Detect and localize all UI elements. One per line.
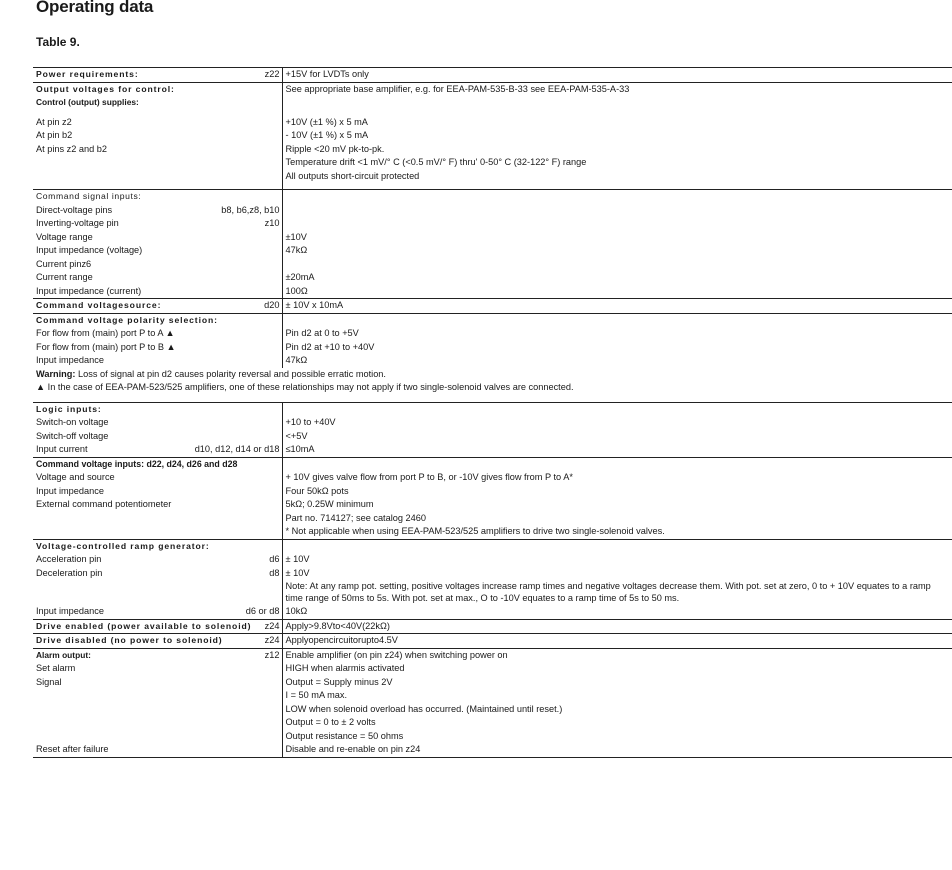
row-value: Disable and re-enable on pin z24 [282,743,952,757]
table-row [33,244,952,258]
row-value [282,539,952,553]
row-label-cell [33,204,282,218]
row-label-cell [33,271,282,285]
table-row [33,204,952,218]
row-label-cell [33,68,282,83]
row-value: +10 to +40V [285,417,336,427]
row-value [282,190,952,204]
row-value: Applyopencircuitorupto4.5V [282,634,952,649]
row-label-cell [33,430,282,444]
row-value [282,402,952,416]
row-label-cell [33,703,282,717]
row-value: 10kΩ [285,606,308,616]
table-row [33,285,952,299]
row-value: HIGH when alarmis activated [285,663,405,673]
row-value [282,217,952,231]
row-pin: d10, d12, d14 or d18 [194,444,280,454]
table-row [33,129,952,143]
row-label: Voltage range [36,231,93,242]
table-row [33,170,952,184]
row-value: +15V for LVDTs only [282,68,952,83]
row-pin: z12 [264,649,280,660]
row-pin: b8, b6,z8, b10 [221,204,280,215]
row-value: Pin d2 at +10 to +40V [285,341,375,352]
row-label-cell [33,580,282,605]
table-row [33,512,952,526]
row-label: External command potentiometer [36,499,172,509]
row-label: Command voltagesource: [36,300,162,310]
row-label-cell [33,285,282,299]
table-title: Table 9. [36,35,80,49]
row-label-cell [33,498,282,512]
row-label-cell [33,648,282,662]
table-row [33,299,952,314]
row-label-cell [33,689,282,703]
table-row [33,190,952,204]
row-label: Input impedance (current) [36,285,142,296]
row-value: + 10V gives valve flow from port P to B, or -10V gives flow from P to A* [285,472,573,482]
table-row [33,619,952,634]
row-value: All outputs short-circuit protected [285,170,420,181]
warning-text: Loss of signal at pin d2 causes polarity reversal and possible erratic motion. [78,368,386,379]
warning-label: Warning: [36,368,76,379]
row-label-cell [33,662,282,676]
row-pin: z22 [264,69,280,79]
row-value: ± 10V [285,567,310,578]
table-row [33,402,952,416]
row-label-cell [33,170,282,184]
row-label-cell [33,619,282,634]
row-label: Direct-voltage pins [36,204,113,215]
table-row [33,580,952,605]
row-value: 100Ω [285,285,308,296]
table-row [33,82,952,96]
table-row [33,258,952,272]
row-value: 47kΩ [285,355,308,365]
table-row [33,567,952,581]
row-label-cell [33,539,282,553]
row-label: Voltage-controlled ramp generator: [36,540,210,551]
row-label-cell [33,217,282,231]
row-label-cell [33,485,282,499]
row-label-cell [33,525,282,539]
row-label-cell [33,354,282,368]
row-label-cell [33,129,282,143]
row-label: At pin z2 [36,116,72,127]
table-row [33,231,952,245]
row-label: Current range [36,272,93,282]
row-label-cell [33,116,282,130]
row-label-cell [33,567,282,581]
row-value: Four 50kΩ pots [285,485,349,496]
row-value: See appropriate base amplifier, e.g. for EEA-PAM-535-B-33 see EEA-PAM-535-A-33 [282,82,952,96]
page-title: Operating data [36,0,154,16]
row-label-cell [33,244,282,258]
row-pin: d20 [264,300,280,310]
row-value: Note: At any ramp pot. setting, positive voltages increase ramp times and negative voltages decrease them. With pot. set at zero, 0 to + 10V equates to a ramp time range of 50ms to 5s. With pot. set at max., O to -10V equates to a ramp time of 5s to 50 ms. [285,581,931,603]
row-label: Switch-off voltage [36,430,109,441]
row-value: +10V (±1 %) x 5 mA [285,116,368,127]
table-row [33,443,952,457]
row-value: 47kΩ [285,245,308,255]
row-label-cell [33,143,282,157]
row-value [282,457,952,471]
row-value: ± 10V x 10mA [282,299,952,314]
row-value: - 10V (±1 %) x 5 mA [285,130,369,140]
row-label-cell [33,443,282,457]
row-label-cell [33,605,282,619]
row-value: Ripple <20 mV pk-to-pk. [285,143,385,154]
row-label: Logic inputs: [36,403,102,414]
row-label: Input impedance [36,606,104,616]
table-row [33,327,952,341]
row-value: Output = 0 to ± 2 volts [285,717,376,727]
table-row [33,341,952,355]
warning-note: ▲ In the case of EEA-PAM-523/525 amplifiers, one of these relationships may not apply if two single-solenoid valves are connected. [36,382,574,392]
row-label: Input impedance [36,355,104,365]
row-pin: d6 or d8 [245,606,280,616]
row-label-cell [33,231,282,245]
row-value [282,96,952,110]
table-row [33,156,952,170]
row-label-cell [33,258,282,272]
row-pin: z24 [264,620,280,631]
warning-row [33,368,952,382]
row-label: Acceleration pin [36,554,102,564]
table-row [33,743,952,757]
row-label: Drive enabled (power available to solenoid) [36,620,252,631]
row-label-cell [33,416,282,430]
row-label: For flow from (main) port P to B ▲ [36,341,176,352]
table-row [33,271,952,285]
row-label-cell [33,512,282,526]
table-row [33,116,952,130]
row-value: Pin d2 at 0 to +5V [285,328,359,338]
table-row [33,634,952,649]
row-label-cell [33,457,282,471]
row-label: At pin b2 [36,130,73,140]
row-label: Set alarm [36,663,76,673]
row-value: I = 50 mA max. [285,690,348,700]
table-row [33,730,952,744]
table-row [33,457,952,471]
row-label: Power requirements: [36,69,139,79]
table-row [33,525,952,539]
row-value: <+5V [285,430,308,441]
row-value: Output resistance = 50 ohms [285,730,404,741]
row-label-cell [33,82,282,96]
row-label-cell [33,553,282,567]
row-pin: d6 [269,554,280,564]
table-row [33,416,952,430]
row-label-cell [33,299,282,314]
row-pin: z10 [264,218,280,228]
row-label: Voltage and source [36,472,115,482]
table-row [33,539,952,553]
table-row [33,313,952,327]
row-label-cell [33,327,282,341]
row-label-cell [33,156,282,170]
table-row [33,143,952,157]
table-row [33,716,952,730]
row-value [282,258,952,272]
row-label-cell [33,471,282,485]
row-label-cell [33,341,282,355]
row-label: Deceleration pin [36,567,103,578]
row-label: Command voltage polarity selection: [36,314,218,325]
row-value: Output = Supply minus 2V [285,676,393,687]
table-row [33,430,952,444]
row-label: Input impedance [36,485,104,496]
row-label: Current pinz6 [36,258,92,269]
row-value: Temperature drift <1 mV/° C (<0.5 mV/° F) thru' 0-50° C (32-122° F) range [285,157,587,167]
row-label-cell [33,313,282,327]
table-row [33,471,952,485]
row-value: LOW when solenoid overload has occurred. (Maintained until reset.) [285,703,563,714]
row-label-cell [33,634,282,649]
table-row [33,354,952,368]
table-row [33,662,952,676]
table-row [33,676,952,690]
row-label: Input current [36,444,88,454]
row-label: At pins z2 and b2 [36,143,107,154]
table-row [33,68,952,83]
row-label: Control (output) supplies: [36,97,139,107]
row-label-cell [33,716,282,730]
table-row [33,217,952,231]
table-row [33,648,952,662]
row-value: Part no. 714127; see catalog 2460 [285,512,426,523]
row-label-cell [33,96,282,110]
row-pin: d8 [269,567,280,578]
table-row [33,689,952,703]
row-value: * Not applicable when using EEA-PAM-523/525 amplifiers to drive two single-solenoid valves. [285,526,665,536]
row-label: For flow from (main) port P to A ▲ [36,328,175,338]
row-label: Command voltage inputs: d22, d24, d26 and d28 [36,458,238,469]
warning-note-row [33,381,952,402]
row-label: Command signal inputs: [36,191,142,201]
row-value: 5kΩ; 0.25W minimum [285,499,374,509]
row-label-cell [33,190,282,204]
row-label: Drive disabled (no power to solenoid) [36,635,223,645]
table-row [33,485,952,499]
row-label: Output voltages for control: [36,83,175,94]
row-value: Enable amplifier (on pin z24) when switching power on [282,648,952,662]
row-label-cell [33,730,282,744]
row-value: ±20mA [285,272,315,282]
row-label: Alarm output: [36,649,91,660]
row-label: Reset after failure [36,744,109,754]
row-value: ≤10mA [285,444,315,454]
row-value [282,204,952,218]
table-row [33,605,952,619]
table-row [33,498,952,512]
operating-data-table [33,67,952,758]
table-row [33,96,952,110]
row-value: ±10V [285,231,307,242]
row-label: Input impedance (voltage) [36,245,143,255]
row-label: Inverting-voltage pin [36,218,119,228]
table-row [33,553,952,567]
row-pin: z24 [264,635,280,645]
row-label-cell [33,743,282,757]
row-label-cell [33,402,282,416]
row-value: ± 10V [285,554,310,564]
row-value: Apply>9.8Vto<40V(22kΩ) [282,619,952,634]
row-value [282,313,952,327]
table-row [33,703,952,717]
row-label: Signal [36,676,62,687]
row-label-cell [33,676,282,690]
row-label: Switch-on voltage [36,417,109,427]
